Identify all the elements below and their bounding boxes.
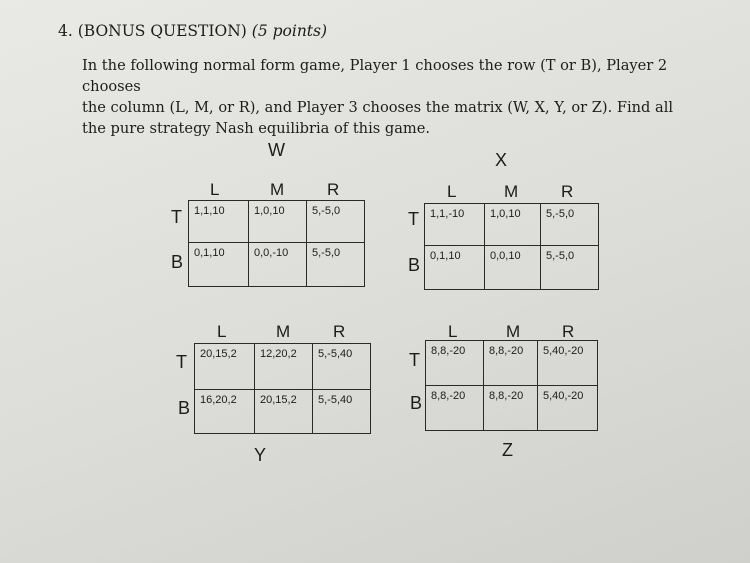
row-label: T <box>176 352 187 372</box>
col-label: M <box>506 322 521 341</box>
payoff-cell: 0,1,10 <box>425 246 485 290</box>
payoff-matrix-x <box>424 203 599 290</box>
matrix-label-w: W <box>268 140 285 160</box>
payoff-cell: 1,0,10 <box>249 201 307 243</box>
payoff-cell: 20,15,2 <box>195 344 255 390</box>
col-label: R <box>327 180 340 199</box>
question-text <box>82 55 722 139</box>
question-label: (BONUS QUESTION) <box>77 22 247 40</box>
payoff-cell: 5,40,-20 <box>538 386 598 431</box>
question-line: the column (L, M, or R), and Player 3 chooses the matrix (W, X, Y, or Z). Find all <box>82 99 674 116</box>
question-line: In the following normal form game, Player 1 chooses the row (T or B), Player 2 chooses <box>82 57 668 95</box>
payoff-cell: 20,15,2 <box>255 390 313 434</box>
row-label: T <box>408 209 419 229</box>
payoff-cell: 5,-5,40 <box>313 344 371 390</box>
matrix-label-y: Y <box>254 445 267 465</box>
question-heading <box>58 22 327 40</box>
col-label: L <box>210 180 220 199</box>
payoff-cell: 0,0,-10 <box>249 243 307 287</box>
payoff-matrix-y <box>194 343 371 434</box>
question-number: 4. <box>58 22 73 40</box>
question-points: (5 points) <box>251 22 328 40</box>
payoff-matrix-z <box>425 340 598 431</box>
payoff-cell: 12,20,2 <box>255 344 313 390</box>
payoff-cell: 1,1,10 <box>189 201 249 243</box>
col-label: M <box>270 180 285 199</box>
payoff-cell: 5,40,-20 <box>538 341 598 386</box>
payoff-cell: 8,8,-20 <box>426 341 484 386</box>
row-label: B <box>410 393 423 413</box>
question-line: the pure strategy Nash equilibria of this game. <box>82 120 431 137</box>
row-label: B <box>171 252 184 272</box>
row-label: B <box>408 255 421 275</box>
payoff-matrix-w <box>188 200 365 287</box>
payoff-cell: 1,1,-10 <box>425 204 485 246</box>
col-label: R <box>562 322 575 341</box>
payoff-cell: 8,8,-20 <box>484 341 538 386</box>
col-label: M <box>276 322 291 341</box>
col-label: R <box>333 322 346 341</box>
payoff-cell: 0,1,10 <box>189 243 249 287</box>
payoff-cell: 1,0,10 <box>485 204 541 246</box>
matrix-label-z: Z <box>502 440 513 460</box>
col-label: L <box>217 322 227 341</box>
payoff-cell: 0,0,10 <box>485 246 541 290</box>
payoff-cell: 5,-5,0 <box>307 243 365 287</box>
col-label: L <box>448 322 458 341</box>
payoff-cell: 8,8,-20 <box>484 386 538 431</box>
col-label: L <box>447 182 457 201</box>
col-label: R <box>561 182 574 201</box>
payoff-cell: 8,8,-20 <box>426 386 484 431</box>
payoff-cell: 5,-5,0 <box>307 201 365 243</box>
payoff-cell: 5,-5,0 <box>541 246 599 290</box>
row-label: B <box>178 398 191 418</box>
matrix-label-x: X <box>495 150 508 170</box>
col-label: M <box>504 182 519 201</box>
payoff-cell: 5,-5,40 <box>313 390 371 434</box>
row-label: T <box>409 350 420 370</box>
row-label: T <box>171 207 182 227</box>
payoff-cell: 5,-5,0 <box>541 204 599 246</box>
payoff-cell: 16,20,2 <box>195 390 255 434</box>
